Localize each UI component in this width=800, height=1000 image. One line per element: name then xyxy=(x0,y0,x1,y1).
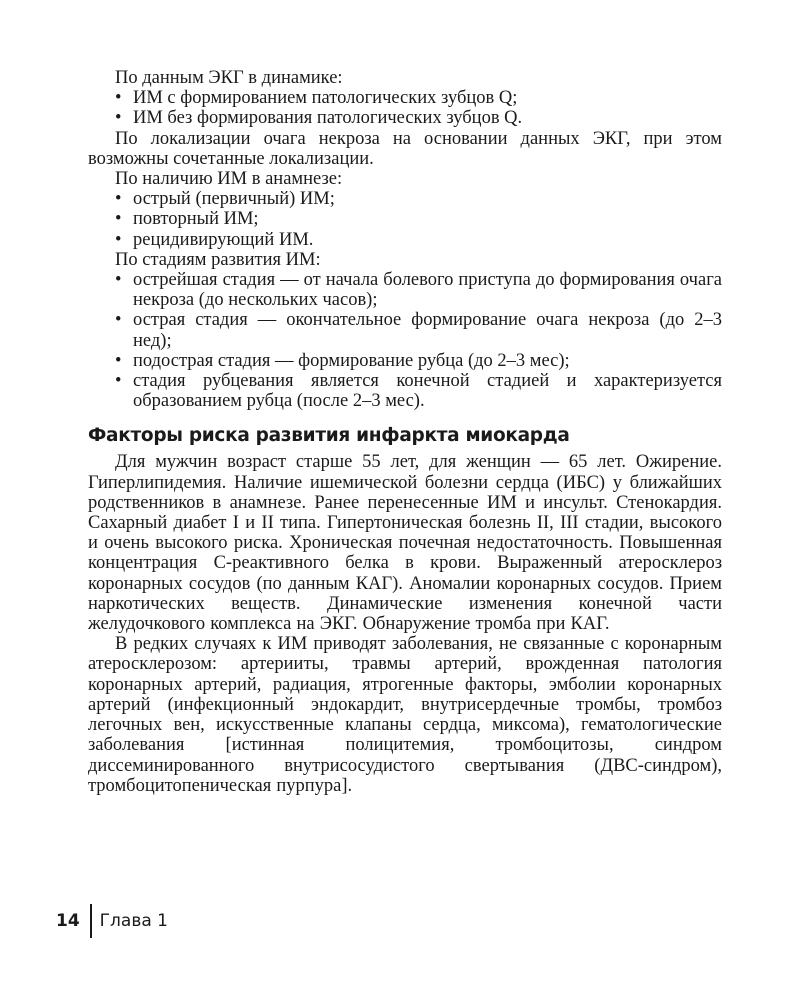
bullet-icon: • xyxy=(115,88,122,109)
list-item: • рецидивирующий ИМ. xyxy=(115,229,314,250)
bullet-icon: • xyxy=(115,270,122,291)
bullet-icon: • xyxy=(115,310,122,331)
bullet-icon: • xyxy=(115,189,122,210)
page-footer xyxy=(56,904,168,938)
bullet-icon: • xyxy=(115,209,122,230)
bullet-icon: • xyxy=(115,350,122,371)
classification-intro: По стадиям развития ИМ: xyxy=(115,249,321,270)
paragraph: Для мужчин возраст старше 55 лет, для женщин — 65 лет. Ожирение. Гиперлипидемия. Наличие ишемической болезни сердца (ИБС) у ближайших родственников в анамнезе. Ранее перенесенные ИМ и инсульт. Стенокардия. Сахарный диабет I и II типа. Гипертоническая болезнь II, III стадии, высокого и очень высокого риска. Хроническая почечная недостаточность. Повышенная концентрация С-реактивного белка в крови. Выраженный атеросклероз коронарных сосудов (по данным КАГ). Аномалии коронарных сосудов. Прием наркотических веществ. Динамические изменения конечной части желудочкового комплекса на ЭКГ. Обнаружение тромба при КАГ. xyxy=(88,452,722,635)
body-text xyxy=(88,452,722,795)
page-number: 14 xyxy=(56,911,80,931)
list-item: • повторный ИМ; xyxy=(115,209,259,230)
list-item: • острая стадия — окончательное формирование очага некроза (до 2–3 нед); xyxy=(115,310,722,351)
list-item: • острейшая стадия — от начала болевого приступа до формирования очага некроза (до нескольких часов); xyxy=(115,270,722,311)
bullet-list xyxy=(88,270,722,411)
classification-intro: По локализации очага некроза на основании данных ЭКГ, при этом возможны сочетанные локализации. xyxy=(88,128,722,169)
bullet-list xyxy=(88,189,722,250)
classification-intro: По наличию ИМ в анамнезе: xyxy=(115,169,343,190)
paragraph: В редких случаях к ИМ приводят заболевания, не связанные с коронарным атеросклерозом: артерииты, травмы артерий, врожденная патология коронарных артерий, радиация, ятрогенные факторы, эмболии коронарных артерий (инфекционный эндокардит, внутрисердечные тромбы, тромбоз легочных вен, искусственные клапаны сердца, миксома), гематологические заболевания [истинная полицитемия, тромбоцитозы, синдром диссеминированного внутрисосудистого свертывания (ДВС-синдром), тромбоцитопеническая пурпура]. xyxy=(88,634,722,796)
bullet-list xyxy=(88,88,722,128)
list-item: • подострая стадия — формирование рубца (до 2–3 мес); xyxy=(115,350,570,371)
bullet-icon: • xyxy=(115,229,122,250)
list-item: • острый (первичный) ИМ; xyxy=(115,189,335,210)
footer-divider xyxy=(90,904,92,938)
bullet-icon: • xyxy=(115,371,122,392)
classification-intro: По данным ЭКГ в динамике: xyxy=(115,68,343,88)
page-content xyxy=(88,68,722,796)
list-item: • ИМ с формированием патологических зубцов Q; xyxy=(115,88,518,109)
section-heading: Факторы риска развития инфаркта миокарда xyxy=(88,425,570,447)
chapter-label: Глава 1 xyxy=(99,911,168,931)
bullet-icon: • xyxy=(115,108,122,129)
list-item: • ИМ без формирования патологических зубцов Q. xyxy=(115,108,523,129)
list-item: • стадия рубцевания является конечной стадией и характеризуется образованием рубца (после 2–3 мес). xyxy=(115,371,722,412)
